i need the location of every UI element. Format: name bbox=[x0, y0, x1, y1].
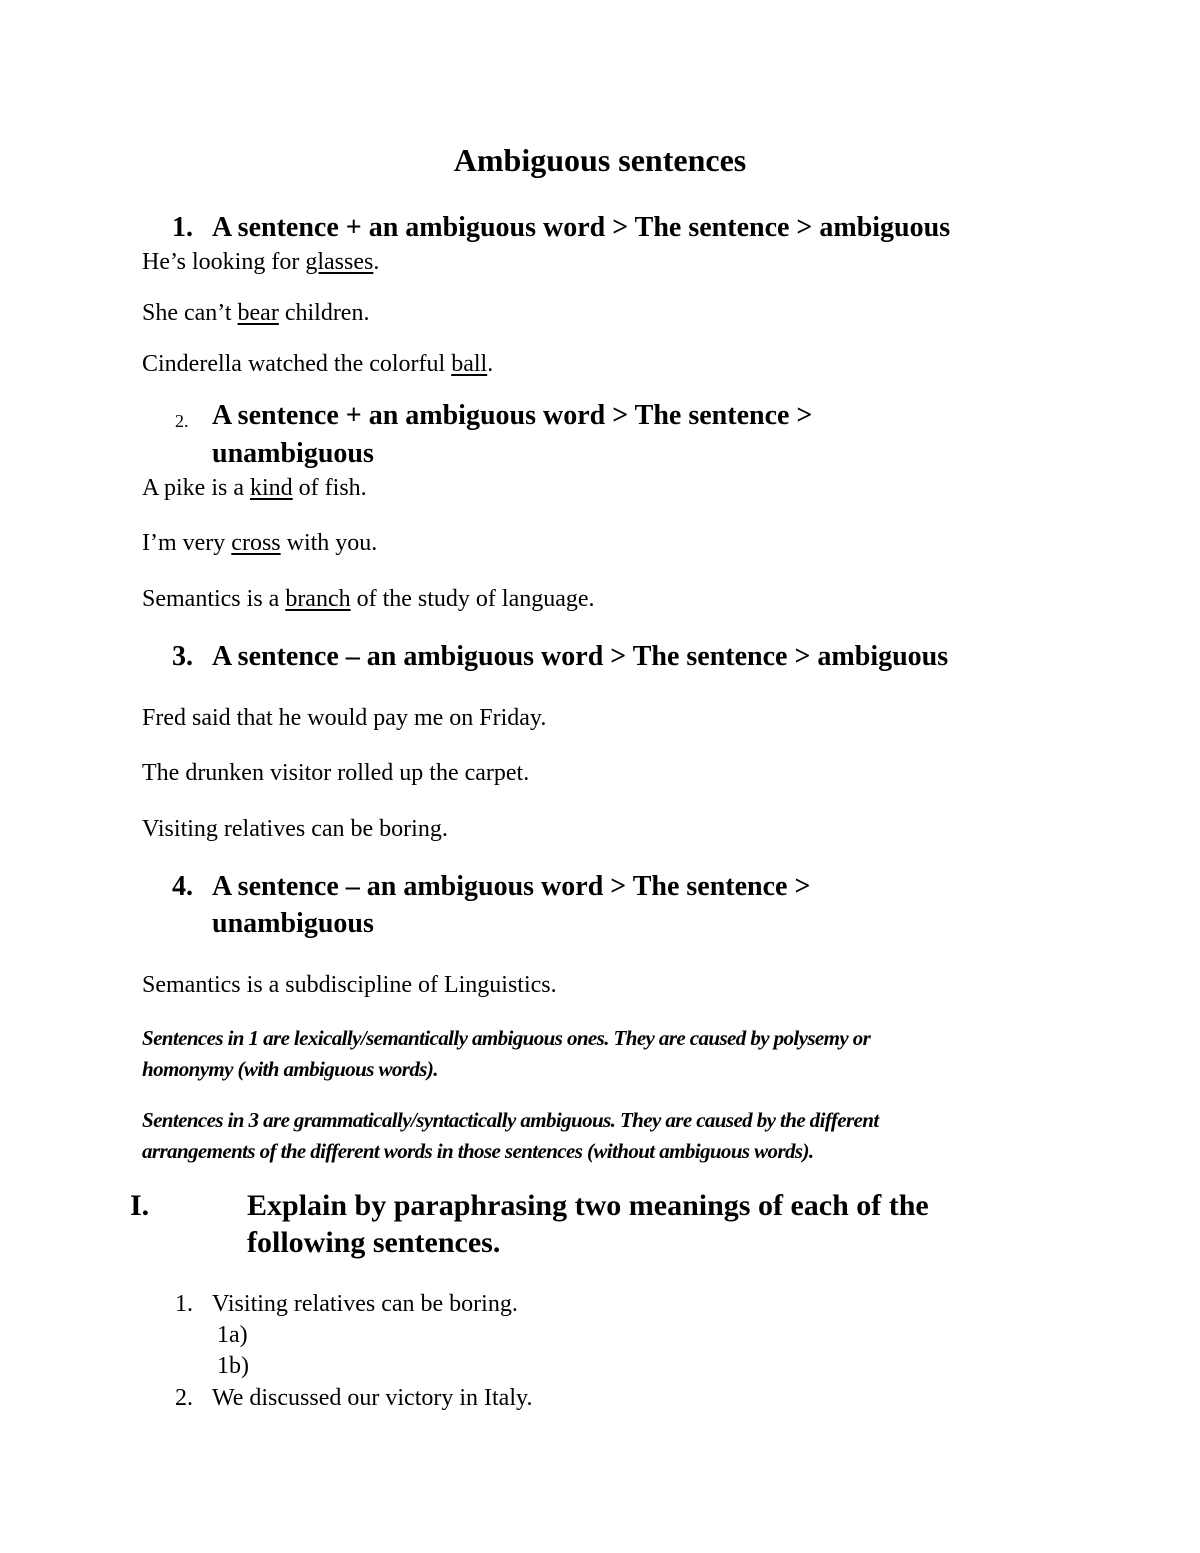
example-sentence: Visiting relatives can be boring. bbox=[142, 816, 448, 842]
text: . bbox=[373, 249, 380, 275]
note-2-line-2: arrangements of the different words in those sentences (without ambiguous words). bbox=[142, 1139, 814, 1163]
text: A pike is a bbox=[142, 475, 250, 501]
exercise-instruction-line-1: Explain by paraphrasing two meanings of each of the bbox=[247, 1189, 929, 1222]
ambiguous-word: cross bbox=[231, 530, 281, 556]
text: Cinderella watched the colorful bbox=[142, 351, 452, 377]
section-3-heading: A sentence – an ambiguous word > The sentence > ambiguous bbox=[212, 641, 949, 672]
answer-label-1a: 1a) bbox=[217, 1322, 248, 1348]
note-1-line-1: Sentences in 1 are lexically/semantically ambiguous ones. They are caused by polysemy or bbox=[142, 1026, 871, 1050]
section-4-number: 4. bbox=[172, 871, 193, 902]
page-title: Ambiguous sentences bbox=[453, 142, 747, 178]
section-2-heading-cont: unambiguous bbox=[212, 438, 374, 469]
ambiguous-word: bear bbox=[237, 300, 279, 326]
note-1-line-2: homonymy (with ambiguous words). bbox=[142, 1057, 438, 1081]
note-2-line-1: Sentences in 3 are grammatically/syntactically ambiguous. They are caused by the different bbox=[142, 1108, 879, 1132]
item-text: Visiting relatives can be boring. bbox=[212, 1291, 518, 1317]
ambiguous-word: glasses bbox=[305, 249, 374, 275]
ambiguous-word: kind bbox=[250, 475, 293, 501]
text: Semantics is a bbox=[142, 586, 286, 612]
section-3-number: 3. bbox=[172, 641, 193, 672]
item-number: 2. bbox=[175, 1385, 193, 1411]
text: She can’t bbox=[142, 300, 238, 326]
example-sentence: The drunken visitor rolled up the carpet. bbox=[142, 760, 530, 786]
item-text: We discussed our victory in Italy. bbox=[212, 1385, 533, 1411]
text: with you. bbox=[280, 530, 378, 556]
example-sentence: Semantics is a subdiscipline of Linguistics. bbox=[142, 972, 557, 998]
section-4-heading: A sentence – an ambiguous word > The sentence > bbox=[212, 871, 811, 902]
example-sentence bbox=[142, 528, 377, 558]
example-sentence bbox=[142, 584, 595, 614]
text: children. bbox=[278, 300, 370, 326]
answer-label-1b: 1b) bbox=[217, 1353, 249, 1379]
section-2-heading: A sentence + an ambiguous word > The sentence > bbox=[212, 400, 813, 431]
example-sentence bbox=[142, 473, 367, 503]
exercise-number: I. bbox=[130, 1189, 150, 1222]
example-sentence: Fred said that he would pay me on Friday. bbox=[142, 705, 547, 731]
ambiguous-word: branch bbox=[285, 586, 351, 612]
text: . bbox=[487, 351, 494, 377]
example-sentence bbox=[142, 247, 379, 277]
section-1-heading: A sentence + an ambiguous word > The sentence > ambiguous bbox=[212, 212, 951, 243]
section-1-number: 1. bbox=[172, 212, 193, 243]
example-sentence bbox=[142, 349, 493, 379]
section-4-heading-cont: unambiguous bbox=[212, 908, 374, 939]
text: He’s looking for bbox=[142, 249, 306, 275]
exercise-instruction-line-2: following sentences. bbox=[247, 1226, 501, 1259]
text: of fish. bbox=[292, 475, 367, 501]
text: of the study of language. bbox=[350, 586, 595, 612]
example-sentence bbox=[142, 298, 369, 328]
ambiguous-word: ball bbox=[451, 351, 488, 377]
section-2-number: 2. bbox=[175, 411, 189, 431]
text: I’m very bbox=[142, 530, 232, 556]
item-number: 1. bbox=[175, 1291, 193, 1317]
